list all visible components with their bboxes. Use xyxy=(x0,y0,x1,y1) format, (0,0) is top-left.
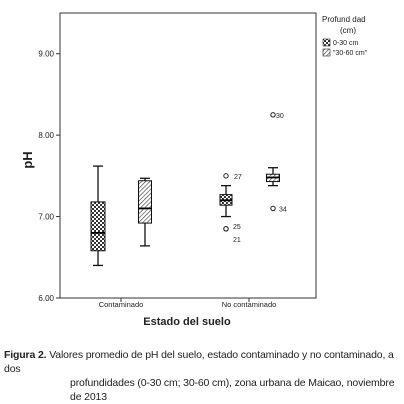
outlier-label: 30 xyxy=(276,112,284,120)
legend-swatch-0-30 xyxy=(323,39,330,46)
outlier-point xyxy=(224,174,228,178)
x-category-label: No contaminado xyxy=(221,300,277,309)
y-tick-label: 7.00 xyxy=(38,212,54,222)
y-axis-ticks xyxy=(38,50,60,303)
outlier-point xyxy=(271,113,275,117)
y-tick-label: 9.00 xyxy=(38,49,54,59)
outlier-label: 34 xyxy=(279,206,287,214)
caption-line1: Valores promedio de pH del suelo, estado contaminado y no contaminado, a dos xyxy=(4,349,394,375)
caption-line2: profundidades (0-30 cm; 30-60 cm), zona urbana de Maicao, noviembre de 2013 xyxy=(70,377,395,403)
y-tick-label: 6.00 xyxy=(38,294,54,303)
outlier-point xyxy=(271,206,275,210)
legend-entry-0-30: 0-30 cm xyxy=(333,40,359,47)
legend-entry-30-60: "30-60 cm" xyxy=(333,50,368,57)
x-axis-ticks xyxy=(99,298,277,309)
outlier-label: 21 xyxy=(233,236,241,244)
legend xyxy=(322,15,368,57)
box-iqr xyxy=(91,202,105,251)
caption-label: Figura 2. xyxy=(4,349,47,361)
outlier-label: 25 xyxy=(233,223,241,231)
x-axis-label: Estado del suelo xyxy=(143,316,231,328)
figure-caption xyxy=(4,348,400,404)
legend-swatch-30-60 xyxy=(323,49,330,56)
legend-title-line1: Profund dad xyxy=(322,15,366,24)
y-axis-label: pH xyxy=(20,151,35,169)
outlier-point xyxy=(224,227,228,231)
outlier-label: 27 xyxy=(234,173,242,181)
box-iqr xyxy=(139,181,152,223)
x-category-label: Contaminado xyxy=(98,300,144,309)
legend-title-line2: (cm) xyxy=(340,26,356,35)
y-tick-label: 8.00 xyxy=(38,131,54,141)
